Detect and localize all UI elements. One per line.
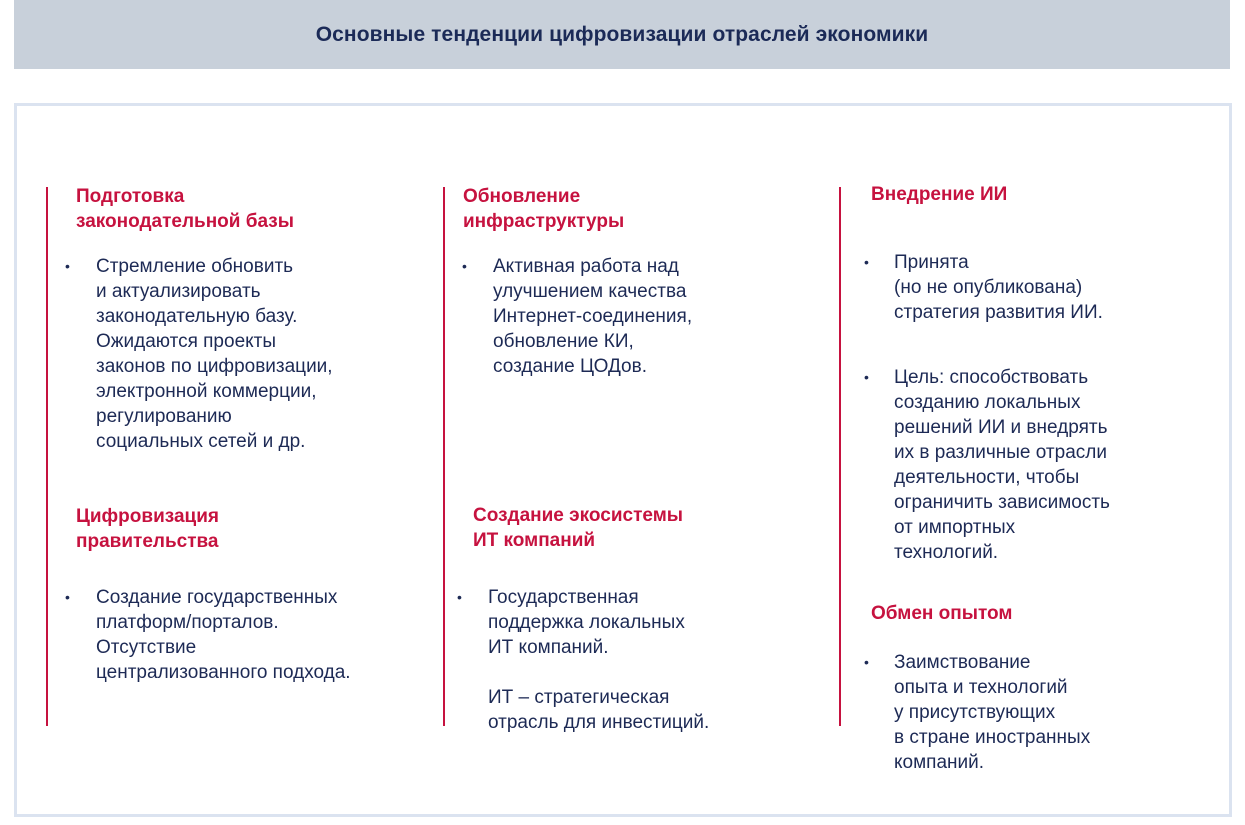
text-line: стратегия развития ИИ.: [894, 302, 1103, 323]
heading-experience: [871, 601, 1012, 626]
heading-legislation: [76, 184, 294, 234]
text-line: (но не опубликована): [894, 277, 1083, 298]
text-line: Принята: [894, 252, 969, 273]
text-line: в стране иностранных: [894, 727, 1091, 748]
bullet-government: [96, 585, 351, 685]
heading-line: законодательной базы: [76, 211, 294, 232]
bullet-dot: •: [457, 589, 462, 605]
bullet-ecosystem: [488, 585, 685, 660]
heading-line: инфраструктуры: [463, 211, 625, 232]
text-line: централизованного подхода.: [96, 662, 351, 683]
heading-line: правительства: [76, 531, 219, 552]
heading-ecosystem: [473, 503, 683, 553]
bullet-dot: •: [65, 589, 70, 605]
text-line: и актуализировать: [96, 281, 261, 302]
text-line: Государственная: [488, 587, 639, 608]
text-line: у присутствующих: [894, 702, 1056, 723]
heading-ai: [871, 182, 1007, 207]
text-line: поддержка локальных: [488, 612, 685, 633]
text-line: технологий.: [894, 542, 999, 563]
heading-line: Цифровизация: [76, 506, 219, 527]
heading-line: Внедрение ИИ: [871, 184, 1008, 205]
text-line: обновление КИ,: [493, 331, 634, 352]
column-divider-1: [46, 187, 48, 726]
bullet-dot: •: [864, 369, 869, 385]
heading-line: Обмен опытом: [871, 603, 1013, 624]
text-line: Интернет-соединения,: [493, 306, 693, 327]
paragraph-ecosystem: [488, 685, 709, 735]
text-line: ИТ компаний.: [488, 637, 609, 658]
bullet-ai-strategy: [894, 250, 1103, 325]
text-line: ИТ – стратегическая: [488, 687, 670, 708]
header-bar: [14, 0, 1230, 69]
heading-line: ИТ компаний: [473, 530, 596, 551]
text-line: Стремление обновить: [96, 256, 294, 277]
bullet-dot: •: [864, 654, 869, 670]
bullet-infrastructure: [493, 254, 692, 379]
text-line: социальных сетей и др.: [96, 431, 306, 452]
heading-infrastructure: [463, 184, 624, 234]
heading-line: Создание экосистемы: [473, 505, 683, 526]
bullet-dot: •: [65, 258, 70, 274]
heading-line: Обновление: [463, 186, 581, 207]
text-line: созданию локальных: [894, 392, 1081, 413]
text-line: Отсутствие: [96, 637, 197, 658]
bullet-dot: •: [462, 258, 467, 274]
heading-line: Подготовка: [76, 186, 185, 207]
text-line: от импортных: [894, 517, 1016, 538]
text-line: Создание государственных: [96, 587, 338, 608]
text-line: создание ЦОДов.: [493, 356, 647, 377]
bullet-dot: •: [864, 254, 869, 270]
text-line: Активная работа над: [493, 256, 679, 277]
text-line: законов по цифровизации,: [96, 356, 333, 377]
text-line: улучшением качества: [493, 281, 687, 302]
column-divider-3: [839, 187, 841, 726]
text-line: Ожидаются проекты: [96, 331, 277, 352]
bullet-legislation: [96, 254, 333, 454]
text-line: компаний.: [894, 752, 985, 773]
page-title: Основные тенденции цифровизации отраслей экономики: [315, 22, 929, 46]
text-line: платформ/порталов.: [96, 612, 279, 633]
text-line: деятельности, чтобы: [894, 467, 1080, 488]
heading-government: [76, 504, 219, 554]
text-line: опыта и технологий: [894, 677, 1068, 698]
column-divider-2: [443, 187, 445, 726]
text-line: их в различные отрасли: [894, 442, 1107, 463]
text-line: законодательную базу.: [96, 306, 298, 327]
text-line: отрасль для инвестиций.: [488, 712, 710, 733]
text-line: регулированию: [96, 406, 232, 427]
bullet-experience: [894, 650, 1090, 775]
text-line: электронной коммерции,: [96, 381, 317, 402]
text-line: решений ИИ и внедрять: [894, 417, 1108, 438]
text-line: Заимствование: [894, 652, 1031, 673]
text-line: Цель: способствовать: [894, 367, 1089, 388]
text-line: ограничить зависимость: [894, 492, 1110, 513]
bullet-ai-goal: [894, 365, 1110, 565]
